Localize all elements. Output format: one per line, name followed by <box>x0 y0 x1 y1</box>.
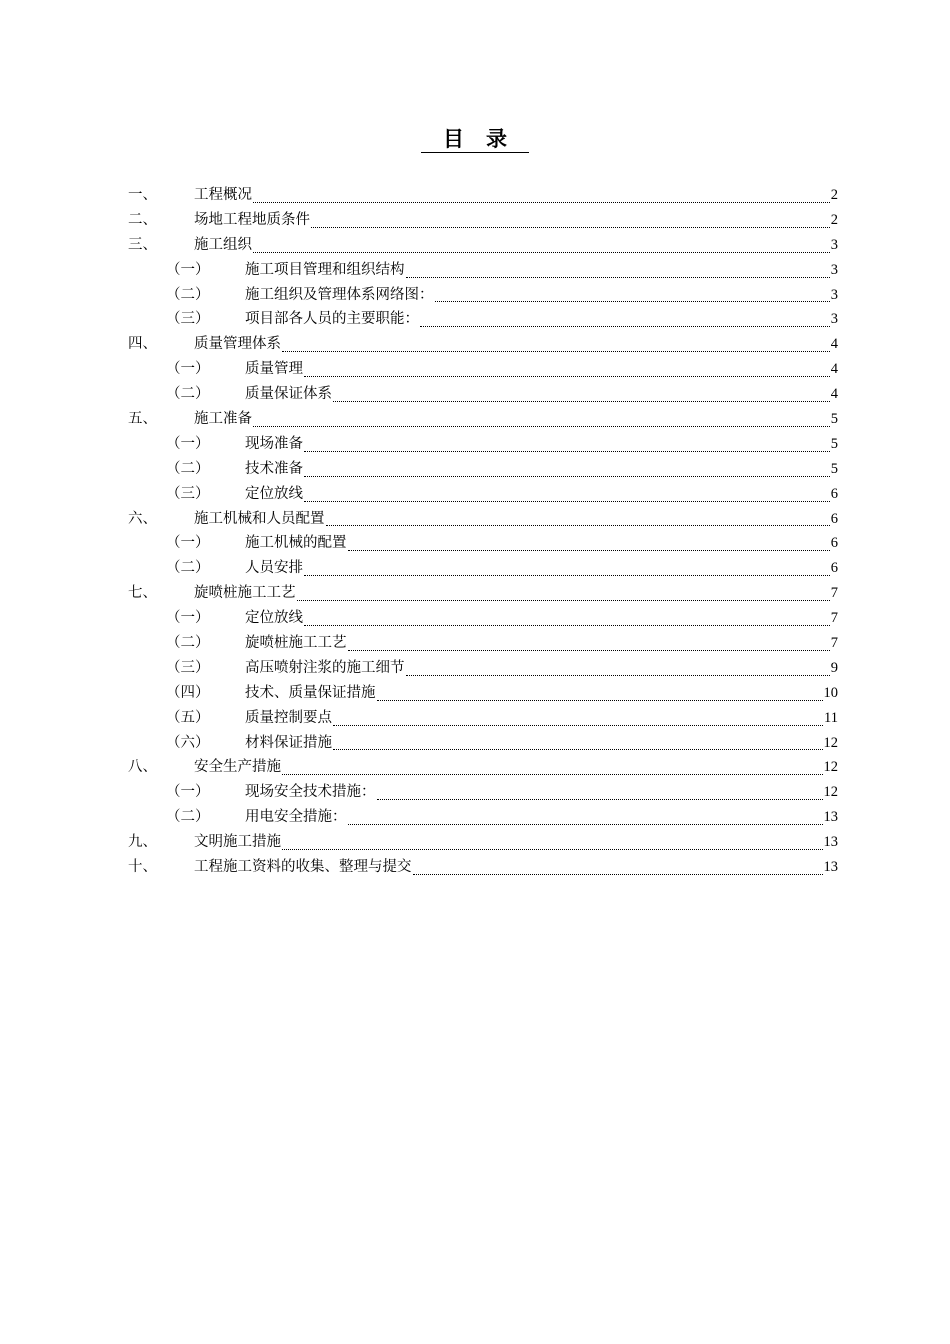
toc-entry[interactable] <box>128 606 838 631</box>
toc-entry-label: 施工项目管理和组织结构 <box>245 261 405 278</box>
toc-dot-leader <box>333 401 830 402</box>
toc-entry-number: 二、 <box>128 211 157 228</box>
toc-entry-page: 13 <box>823 859 838 876</box>
toc-entry-label: 材料保证措施 <box>245 734 332 751</box>
toc-dot-leader <box>297 600 830 601</box>
toc-entry[interactable] <box>128 631 838 656</box>
toc-entry-label: 施工组织及管理体系网络图： <box>245 286 434 303</box>
toc-dot-leader <box>282 849 823 850</box>
toc-dot-leader <box>348 550 830 551</box>
toc-entry[interactable] <box>128 208 838 233</box>
toc-entry-number: （二） <box>166 635 210 652</box>
toc-dot-leader <box>304 625 830 626</box>
toc-entry[interactable] <box>128 258 838 283</box>
toc-entry-number: （一） <box>166 535 210 552</box>
toc-dot-leader <box>377 700 823 701</box>
toc-dot-leader <box>413 874 823 875</box>
toc-entry-page: 12 <box>823 734 838 751</box>
toc-entry-page: 6 <box>830 560 838 577</box>
toc-entry-page: 6 <box>830 510 838 527</box>
toc-entry-number: （三） <box>166 659 210 676</box>
toc-entry-label: 人员安排 <box>245 560 303 577</box>
toc-entry-page: 7 <box>830 585 838 602</box>
toc-dot-leader <box>348 824 823 825</box>
toc-entry-label: 质量保证体系 <box>245 386 332 403</box>
toc-entry-label: 工程施工资料的收集、整理与提交 <box>194 859 412 876</box>
toc-entry[interactable] <box>128 332 838 357</box>
toc-entry-number: （二） <box>166 809 210 826</box>
toc-entry-page: 2 <box>830 187 838 203</box>
toc-dot-leader <box>304 501 830 502</box>
toc-entry-page: 5 <box>830 460 838 477</box>
toc-dot-leader <box>282 774 823 775</box>
toc-entry-label: 旋喷桩施工工艺 <box>245 635 347 652</box>
toc-entry-label: 质量管理 <box>245 361 303 378</box>
toc-dot-leader <box>304 476 830 477</box>
toc-entry-page: 5 <box>830 411 838 428</box>
toc-entry[interactable] <box>128 706 838 731</box>
toc-entry[interactable] <box>128 357 838 382</box>
toc-entry-label: 现场安全技术措施： <box>245 784 376 801</box>
toc-entry-number: 八、 <box>128 759 157 776</box>
toc-entry-label: 安全生产措施 <box>194 759 281 776</box>
toc-entry[interactable] <box>128 731 838 756</box>
toc-entry-page: 2 <box>830 211 838 228</box>
toc-entry-page: 4 <box>830 386 838 403</box>
toc-entry-number: 十、 <box>128 859 157 876</box>
toc-entry-number: 六、 <box>128 510 157 527</box>
toc-entry[interactable] <box>128 283 838 308</box>
toc-dot-leader <box>326 525 830 526</box>
toc-entry-page: 6 <box>830 485 838 502</box>
toc-entry[interactable] <box>128 656 838 681</box>
toc-entry[interactable] <box>128 432 838 457</box>
toc-entry-page: 7 <box>830 610 838 627</box>
toc-entry-page: 4 <box>830 336 838 353</box>
toc-entry-label: 定位放线 <box>245 610 303 627</box>
toc-entry-page: 3 <box>830 286 838 303</box>
toc-entry-label: 高压喷射注浆的施工细节 <box>245 659 405 676</box>
toc-entry-page: 11 <box>824 709 838 726</box>
toc-entry-number: （三） <box>166 311 210 328</box>
toc-entry-number: （一） <box>166 361 210 378</box>
toc-dot-leader <box>377 799 823 800</box>
toc-entry-label: 旋喷桩施工工艺 <box>194 585 296 602</box>
toc-entry-number: （一） <box>166 435 210 452</box>
toc-entry-label: 场地工程地质条件 <box>194 211 310 228</box>
toc-entry-number: （六） <box>166 734 210 751</box>
toc-dot-leader <box>348 650 830 651</box>
toc-entry-page: 12 <box>823 784 838 801</box>
toc-entry-number: 五、 <box>128 411 157 428</box>
toc-dot-leader <box>253 426 830 427</box>
toc-entry[interactable] <box>128 482 838 507</box>
toc-entry[interactable] <box>128 780 838 805</box>
toc-dot-leader <box>333 725 823 726</box>
toc-entry-number: （四） <box>166 684 210 701</box>
toc-entry[interactable] <box>128 233 838 258</box>
toc-entry[interactable] <box>128 830 838 855</box>
toc-entry-label: 质量管理体系 <box>194 336 281 353</box>
toc-dot-leader <box>253 202 830 203</box>
toc-entry-label: 文明施工措施 <box>194 834 281 851</box>
toc-entry-number: （二） <box>166 560 210 577</box>
toc-entry-label: 技术准备 <box>245 460 303 477</box>
toc-entry-page: 3 <box>830 236 838 253</box>
toc-entry-label: 用电安全措施： <box>245 809 347 826</box>
toc-entry-number: （二） <box>166 286 210 303</box>
toc-entry-label: 施工组织 <box>194 236 252 253</box>
toc-entry-page: 3 <box>830 311 838 328</box>
toc-entry[interactable] <box>128 183 838 208</box>
toc-entry[interactable] <box>128 581 838 606</box>
toc-dot-leader <box>406 675 830 676</box>
toc-entry[interactable] <box>128 407 838 432</box>
toc-entry-label: 质量控制要点 <box>245 709 332 726</box>
toc-entry[interactable] <box>128 457 838 482</box>
toc-entry-page: 13 <box>823 834 838 851</box>
toc-entry-number: 四、 <box>128 336 157 353</box>
toc-entry[interactable] <box>128 307 838 332</box>
toc-entry[interactable] <box>128 681 838 706</box>
toc-entry[interactable] <box>128 855 838 880</box>
toc-dot-leader <box>304 376 830 377</box>
toc-entry-page: 13 <box>823 809 838 826</box>
toc-dot-leader <box>304 451 830 452</box>
toc-entry[interactable] <box>128 382 838 407</box>
toc-entry-number: （一） <box>166 610 210 627</box>
toc-entry[interactable] <box>128 531 838 556</box>
toc-entry-label: 施工准备 <box>194 411 252 428</box>
toc-entry-page: 12 <box>823 759 838 776</box>
toc-entry[interactable] <box>128 507 838 532</box>
toc-entry-number: （一） <box>166 784 210 801</box>
toc-dot-leader <box>304 575 830 576</box>
toc-entry-page: 7 <box>830 635 838 652</box>
toc-entry-page: 6 <box>830 535 838 552</box>
toc-entry-number: （二） <box>166 386 210 403</box>
toc-entry-label: 工程概况 <box>194 187 252 203</box>
toc-entry-number: 七、 <box>128 585 157 602</box>
toc-entry-number: （二） <box>166 460 210 477</box>
toc-entry-label: 现场准备 <box>245 435 303 452</box>
toc-entry[interactable] <box>128 755 838 780</box>
toc-title: 目录 <box>421 126 529 153</box>
table-of-contents <box>128 183 838 880</box>
toc-entry-number: 九、 <box>128 834 157 851</box>
toc-entry-label: 施工机械的配置 <box>245 535 347 552</box>
toc-entry-label: 定位放线 <box>245 485 303 502</box>
toc-entry-label: 技术、质量保证措施 <box>245 684 376 701</box>
toc-dot-leader <box>311 227 830 228</box>
toc-dot-leader <box>253 252 830 253</box>
toc-entry[interactable] <box>128 805 838 830</box>
toc-dot-leader <box>333 749 823 750</box>
toc-dot-leader <box>420 326 830 327</box>
toc-entry-page: 5 <box>830 435 838 452</box>
toc-entry-label: 施工机械和人员配置 <box>194 510 325 527</box>
toc-entry-number: （三） <box>166 485 210 502</box>
toc-entry-label: 项目部各人员的主要职能： <box>245 311 419 328</box>
toc-entry-number: （五） <box>166 709 210 726</box>
toc-entry[interactable] <box>128 556 838 581</box>
toc-entry-page: 3 <box>830 261 838 278</box>
toc-dot-leader <box>435 301 830 302</box>
toc-entry-page: 10 <box>823 684 838 701</box>
toc-dot-leader <box>406 277 830 278</box>
toc-entry-page: 4 <box>830 361 838 378</box>
toc-dot-leader <box>282 351 830 352</box>
toc-entry-number: 一、 <box>128 187 157 203</box>
toc-title-wrap <box>0 126 950 153</box>
toc-entry-number: 三、 <box>128 236 157 253</box>
toc-entry-number: （一） <box>166 261 210 278</box>
toc-entry-page: 9 <box>830 659 838 676</box>
